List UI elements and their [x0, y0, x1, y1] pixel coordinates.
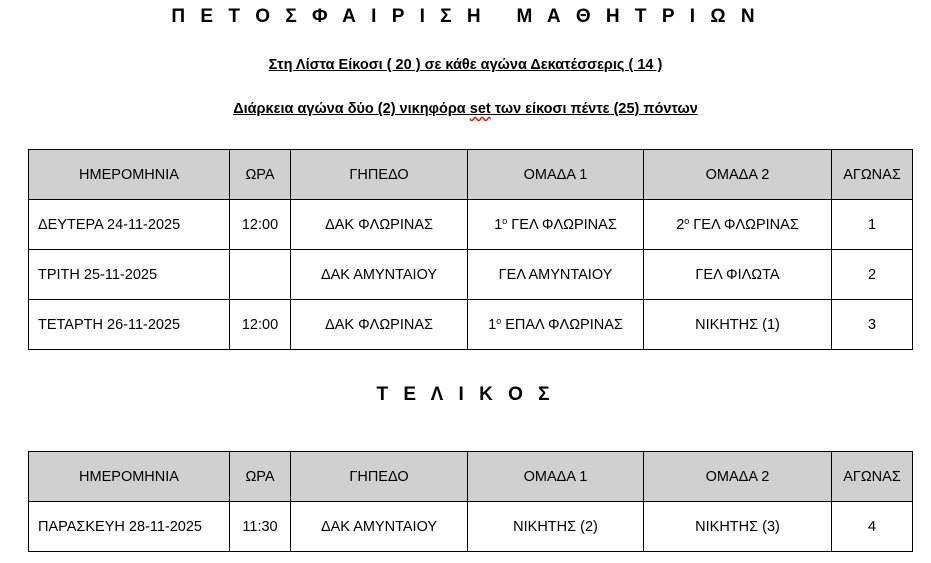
page-title: Π Ε Τ Ο Σ Φ Α Ι Ρ Ι Σ Η Μ Α Θ Η Τ Ρ Ι Ω Ν: [171, 6, 760, 27]
team-name: ΝΙΚΗΤΗΣ (1): [695, 316, 780, 333]
header-match: ΑΓΩΝΑΣ: [832, 452, 913, 502]
header-date: ΗΜΕΡΟΜΗΝΙΑ: [29, 452, 230, 502]
team-name: ΓΕΛ ΑΜΥΝΤΑΙΟΥ: [498, 266, 613, 283]
header-venue: ΓΗΠΕΔΟ: [291, 452, 468, 502]
ordinal-suffix: ο: [502, 215, 508, 226]
cell-match: 1: [832, 200, 913, 250]
cell-venue: ΔΑΚ ΑΜΥΝΤΑΙΟΥ: [291, 250, 468, 300]
cell-match: 3: [832, 300, 913, 350]
final-section-title: Τ Ε Λ Ι Κ Ο Σ: [376, 384, 555, 405]
final-header-row: [29, 452, 913, 502]
cell-date: ΤΡΙΤΗ 25-11-2025: [29, 250, 230, 300]
ordinal-number: 2: [676, 216, 685, 233]
header-time: ΩΡΑ: [230, 150, 291, 200]
match-duration-line: [0, 101, 931, 117]
header-team2: ΟΜΑΔΑ 2: [644, 452, 832, 502]
cell-time: 11:30: [230, 502, 291, 552]
team-name: ΓΕΛ ΦΙΛΩΤΑ: [695, 266, 780, 283]
cell-team2: [644, 300, 832, 350]
cell-date: ΔΕΥΤΕΡΑ 24-11-2025: [29, 200, 230, 250]
cell-team2: [644, 200, 832, 250]
cell-time: 12:00: [230, 300, 291, 350]
header-date: ΗΜΕΡΟΜΗΝΙΑ: [29, 150, 230, 200]
cell-date: ΤΕΤΑΡΤΗ 26-11-2025: [29, 300, 230, 350]
cell-team1: [468, 300, 644, 350]
header-team1: ΟΜΑΔΑ 1: [468, 150, 644, 200]
table-row: [29, 300, 913, 350]
schedule-table: [28, 149, 913, 350]
table-row: [29, 200, 913, 250]
cell-team1: [468, 250, 644, 300]
roster-rule-line: Στη Λίστα Είκοσι ( 20 ) σε κάθε αγώνα Δεκατέσσερις ( 14 ): [268, 57, 663, 73]
cell-venue: ΔΑΚ ΑΜΥΝΤΑΙΟΥ: [291, 502, 468, 552]
header-time: ΩΡΑ: [230, 452, 291, 502]
schedule-header-row: [29, 150, 913, 200]
cell-match: 2: [832, 250, 913, 300]
spellcheck-flagged-word: set: [469, 101, 491, 117]
cell-time: 12:00: [230, 200, 291, 250]
cell-time: [230, 250, 291, 300]
table-row: [29, 502, 913, 552]
header-team2: ΟΜΑΔΑ 2: [644, 150, 832, 200]
match-duration-text-start: Διάρκεια αγώνα δύο (2) νικηφόρα: [233, 101, 470, 117]
ordinal-number: 1: [488, 316, 497, 333]
cell-date: ΠΑΡΑΣΚΕΥΗ 28-11-2025: [29, 502, 230, 552]
header-match: ΑΓΩΝΑΣ: [832, 150, 913, 200]
table-row: [29, 250, 913, 300]
ordinal-suffix: ο: [684, 215, 690, 226]
final-table: [28, 451, 913, 552]
team-name: ΓΕΛ ΦΛΩΡΙΝΑΣ: [507, 216, 617, 233]
cell-team1: [468, 200, 644, 250]
cell-venue: ΔΑΚ ΦΛΩΡΙΝΑΣ: [291, 300, 468, 350]
cell-match: 4: [832, 502, 913, 552]
cell-team2: ΝΙΚΗΤΗΣ (3): [644, 502, 832, 552]
team-name: ΓΕΛ ΦΛΩΡΙΝΑΣ: [689, 216, 799, 233]
cell-venue: ΔΑΚ ΦΛΩΡΙΝΑΣ: [291, 200, 468, 250]
cell-team2: [644, 250, 832, 300]
ordinal-number: 1: [494, 216, 503, 233]
cell-team1: ΝΙΚΗΤΗΣ (2): [468, 502, 644, 552]
header-venue: ΓΗΠΕΔΟ: [291, 150, 468, 200]
ordinal-suffix: ο: [496, 315, 502, 326]
header-team1: ΟΜΑΔΑ 1: [468, 452, 644, 502]
team-name: ΕΠΑΛ ΦΛΩΡΙΝΑΣ: [501, 316, 623, 333]
match-duration-text-end: των είκοσι πέντε (25) πόντων: [490, 101, 698, 117]
